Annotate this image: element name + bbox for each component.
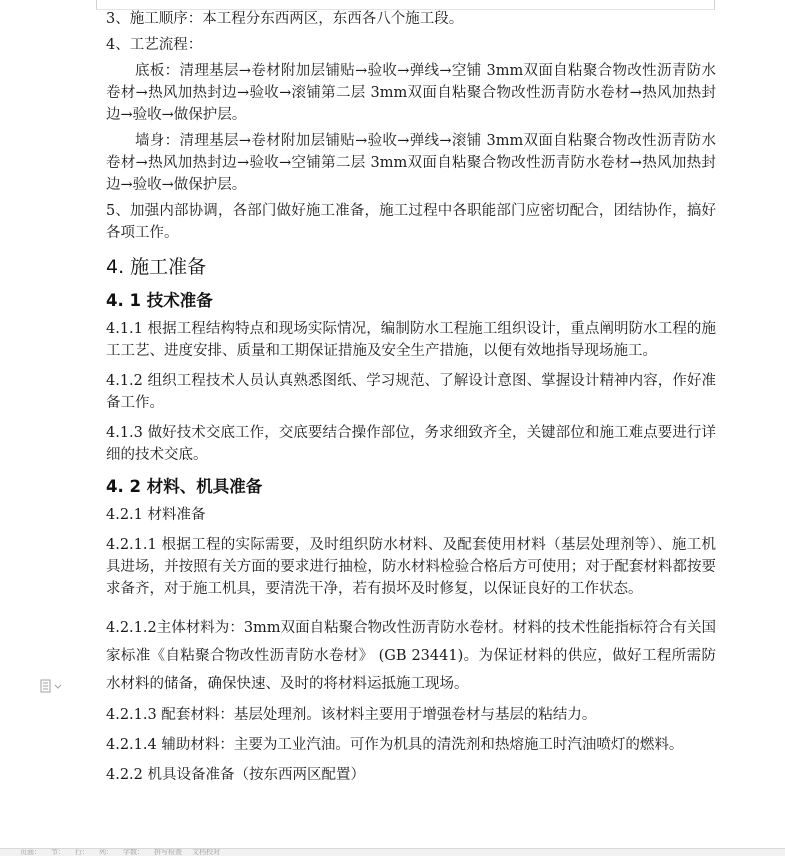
status-item[interactable]: 节： bbox=[51, 848, 65, 856]
heading-technical-preparation: 4. 1 技术准备 bbox=[106, 291, 213, 310]
status-item[interactable]: 页面： bbox=[20, 848, 41, 856]
status-bar bbox=[0, 848, 785, 856]
paragraph-4-1-3: 4.1.3 做好技术交底工作，交底要结合操作部位，务求细致齐全，关键部位和施工难点要进行详细的技术交底。 bbox=[106, 425, 716, 463]
status-item[interactable]: 字数： bbox=[123, 848, 144, 856]
paragraph-4-2-1-2: 4.2.1.2主体材料为：3mm双面自粘聚合物改性沥青防水卷材。材料的技术性能指标符合有关国家标准《自粘聚合物改性沥青防水卷材》 (GB 23441)。为保证材料的供应，做好工程所需防水材料的储备，确保快速、及时的将材料运抵施工现场。 bbox=[106, 620, 716, 692]
heading-construction-preparation: 4. 施工准备 bbox=[106, 256, 207, 278]
heading-4-2-1: 4.2.1 材料准备 bbox=[106, 507, 206, 523]
status-item[interactable]: 拼写检查 bbox=[154, 848, 182, 856]
paragraph-process-flow-heading: 4、工艺流程： bbox=[106, 37, 203, 53]
paragraph-4-2-1-4: 4.2.1.4 辅助材料：主要为工业汽油。可作为机具的清洗剂和热熔施工时汽油喷灯的燃料。 bbox=[106, 737, 684, 753]
paragraph-coordination: 5、加强内部协调，各部门做好施工准备，施工过程中各职能部门应密切配合，团结协作，搞好各项工作。 bbox=[106, 203, 716, 241]
paragraph-4-2-1-1: 4.2.1.1 根据工程的实际需要，及时组织防水材料、及配套使用材料（基层处理剂等）、施工机具进场，并按照有关方面的要求进行抽检，防水材料检验合格后方可使用；对于配套材料都按要求备齐，对于施工机具，要清洗干净，若有损坏及时修复，以保证良好的工作状态。 bbox=[106, 537, 716, 597]
paragraph-4-2-1-3: 4.2.1.3 配套材料：基层处理剂。该材料主要用于增强卷材与基层的粘结力。 bbox=[106, 707, 597, 723]
paragraph-construction-sequence: 3、施工顺序：本工程分东西两区，东西各八个施工段。 bbox=[106, 11, 464, 27]
status-item[interactable]: 列： bbox=[99, 848, 113, 856]
document-body[interactable] bbox=[106, 8, 716, 788]
paragraph-wall-process: 墙身：清理基层→卷材附加层铺贴→验收→弹线→滚铺 3mm双面自粘聚合物改性沥青防水卷材→热风加热封边→验收→空铺第二层 3mm双面自粘聚合物改性沥青防水卷材→热风加热封边→验收→做保护层。 bbox=[106, 133, 716, 193]
paragraph-floor-process: 底板：清理基层→卷材附加层铺贴→验收→弹线→空铺 3mm双面自粘聚合物改性沥青防水卷材→热风加热封边→验收→滚铺第二层 3mm双面自粘聚合物改性沥青防水卷材→热风加热封边→验收→做保护层。 bbox=[106, 63, 716, 123]
heading-materials-equipment: 4. 2 材料、机具准备 bbox=[106, 477, 263, 496]
paragraph-4-1-2: 4.1.2 组织工程技术人员认真熟悉图纸、学习规范、了解设计意图、掌握设计精神内容，作好准备工作。 bbox=[106, 373, 716, 411]
status-item[interactable]: 文档校对 bbox=[192, 848, 220, 856]
heading-4-2-2: 4.2.2 机具设备准备（按东西两区配置） bbox=[106, 767, 366, 783]
status-item[interactable]: 行： bbox=[75, 848, 89, 856]
paragraph-4-1-1: 4.1.1 根据工程结构特点和现场实际情况，编制防水工程施工组织设计，重点阐明防水工程的施工工艺、进度安排、质量和工期保证措施及安全生产措施，以便有效地指导现场施工。 bbox=[106, 321, 716, 359]
document-icon[interactable] bbox=[40, 678, 64, 692]
